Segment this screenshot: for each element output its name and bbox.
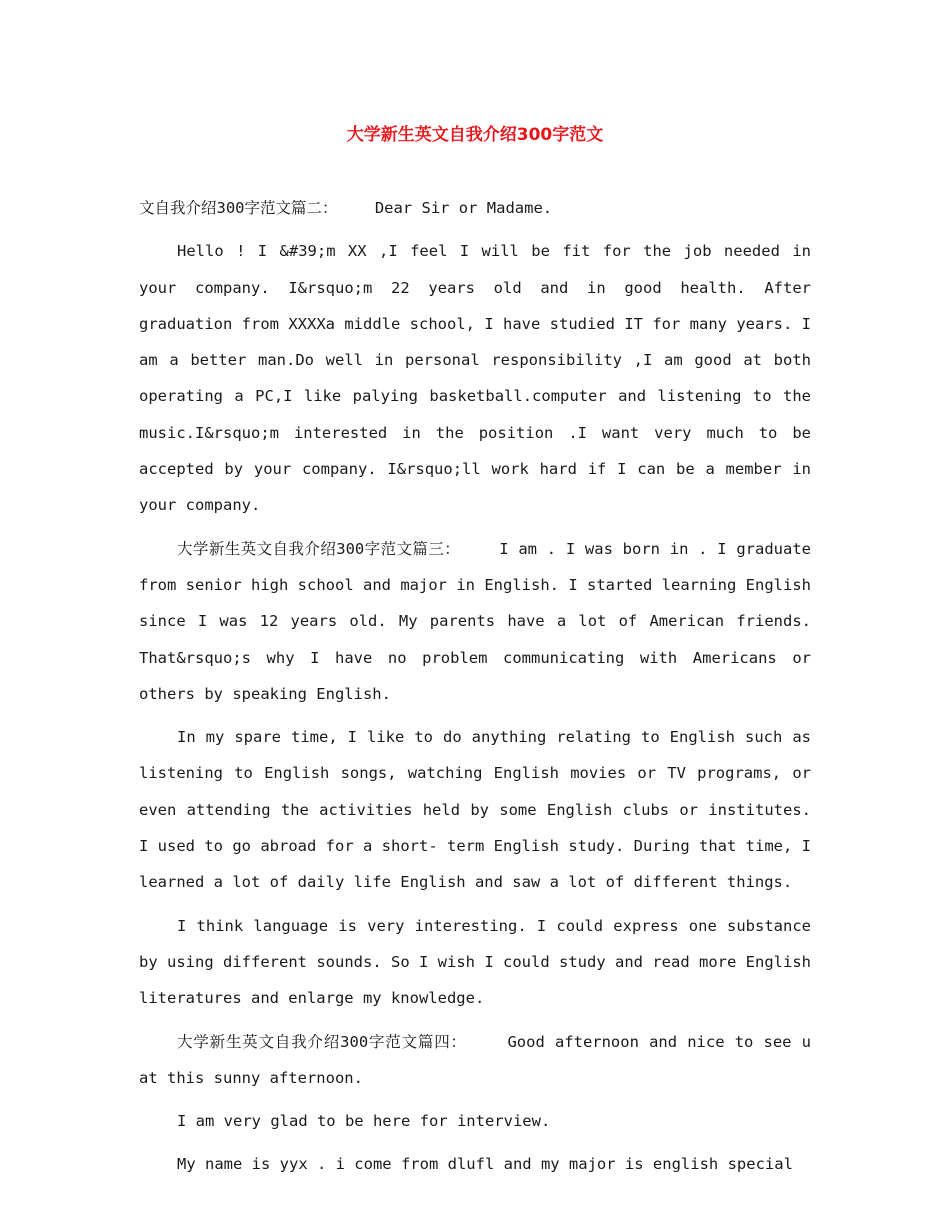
document-title: 大学新生英文自我介绍300字范文 (346, 125, 604, 145)
paragraph-1: 文自我介绍300字范文篇二： Dear Sir or Madame. (139, 199, 553, 217)
paragraph-3: 大学新生英文自我介绍300字范文篇三： I am . I was born in . I graduate from senior high school and major in English. I started learning English since I was 12 years old. My parents have a lot of American friends. That&rsquo;s why I have no problem communicating with Americans or others by speaking English. (139, 539, 821, 703)
paragraph-8: My name is yyx . i come from dlufl and my major is english special (177, 1155, 793, 1174)
document-body (139, 190, 821, 1190)
paragraph-4: In my spare time, I like to do anything relating to English such as listening to English songs, watching English movies or TV programs, or even attending the activities held by some English clubs or institutes. I used to go abroad for a short- term English study. During that time, I learned a lot of daily life English and saw a lot of different things. (139, 728, 821, 892)
paragraph-6: 大学新生英文自我介绍300字范文篇四： Good afternoon and nice to see u at this sunny afternoon. (139, 1032, 821, 1087)
paragraph-2: Hello ! I &#39;m XX ,I feel I will be fit for the job needed in your company. I&rsquo;m 22 years old and in good health. After graduation from XXXXa middle school, I have studied IT for many years. I am a better man.Do well in personal responsibility ,I am good at both operating a PC,I like palying basketball.computer and listening to the music.I&rsquo;m interested in the position .I want very much to be accepted by your company. I&rsquo;ll work hard if I can be a member in your company. (139, 242, 821, 515)
paragraph-7: I am very glad to be here for interview. (177, 1112, 551, 1131)
paragraph-5: I think language is very interesting. I could express one substance by using different sounds. So I wish I could study and read more English literatures and enlarge my knowledge. (139, 916, 821, 1008)
